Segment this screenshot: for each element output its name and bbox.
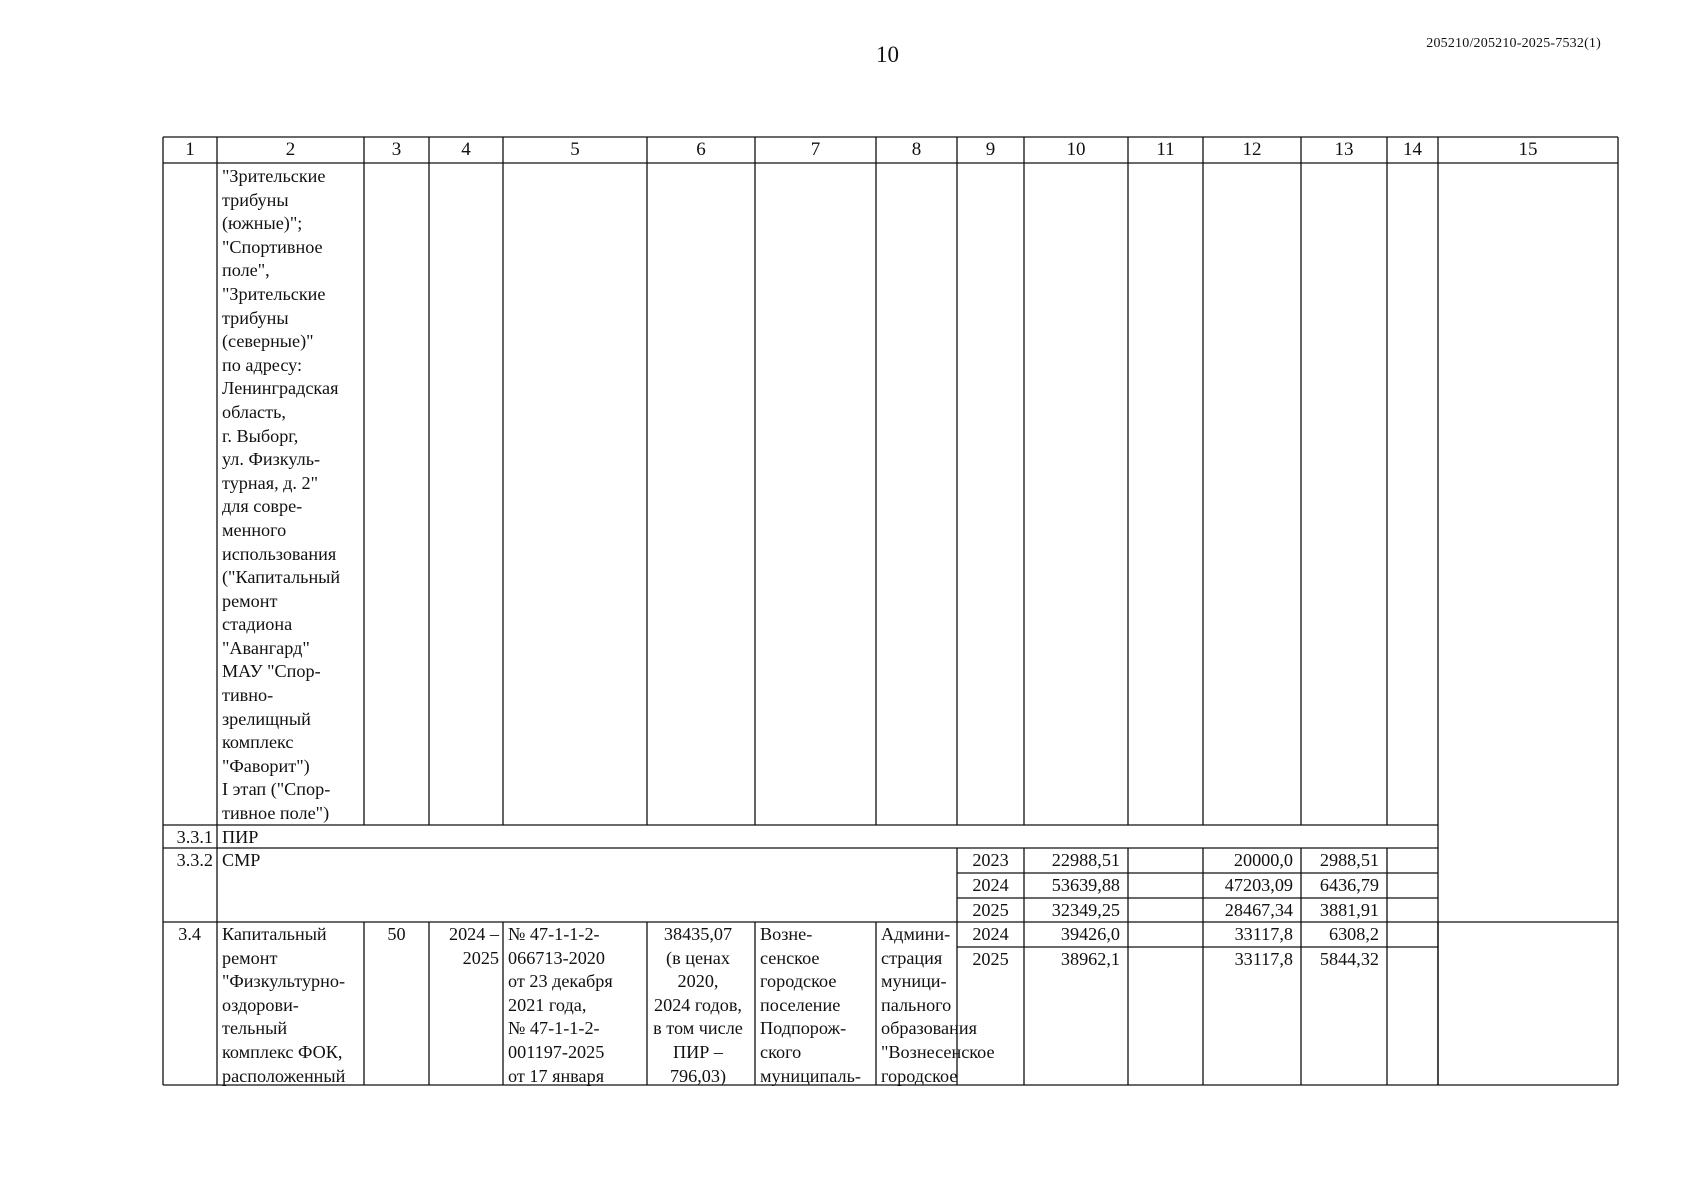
year-cell: 2023 — [972, 850, 1009, 870]
regional-budget-cell: 28467,34 — [1224, 900, 1293, 920]
year-cell: 2025 — [972, 949, 1009, 969]
document-reference: 205210/205210-2025-7532(1) — [1426, 36, 1601, 51]
column-header-2: 2 — [285, 139, 296, 160]
local-budget-cell: 2988,51 — [1319, 850, 1379, 870]
program-table — [163, 137, 1618, 1087]
total-cost-cell: 32349,25 — [1051, 900, 1120, 920]
year-cell: 2024 — [972, 924, 1009, 944]
column-header-9: 9 — [985, 139, 996, 160]
year-cell: 2024 — [972, 875, 1009, 895]
column-header-10: 10 — [1066, 139, 1086, 160]
column-header-15: 15 — [1518, 139, 1538, 160]
page-number: 10 — [876, 42, 899, 67]
row-label-smr: СМР — [222, 850, 261, 870]
column-header-12: 12 — [1242, 139, 1262, 160]
column-header-13: 13 — [1334, 139, 1354, 160]
municipality: Возне- сенское городское поселение Подпорож- ского муниципаль- — [760, 924, 861, 1086]
total-cost-cell: 38962,1 — [1060, 949, 1120, 969]
column-header-6: 6 — [696, 139, 706, 160]
regional-budget-cell: 33117,8 — [1234, 924, 1293, 944]
regional-budget-cell: 20000,0 — [1233, 850, 1293, 870]
regional-budget-cell: 33117,8 — [1234, 949, 1293, 969]
column-header-8: 8 — [911, 139, 922, 160]
local-budget-cell: 5844,32 — [1319, 949, 1379, 969]
total-cost-cell: 53639,88 — [1051, 875, 1120, 895]
column-header-4: 4 — [461, 139, 471, 160]
total-cost-cell: 22988,51 — [1051, 850, 1120, 870]
total-cost-cell: 39426,0 — [1060, 924, 1120, 944]
row-label-pir: ПИР — [222, 827, 259, 847]
expertise-conclusion: № 47-1-1-2- 066713-2020 от 23 декабря 2021 года, № 47-1-1-2- 001197-2025 от 17 января — [508, 924, 613, 1086]
column-header-11: 11 — [1156, 139, 1175, 160]
local-budget-cell: 3881,91 — [1319, 900, 1379, 920]
column-header-3: 3 — [391, 139, 402, 160]
row-number-3-3-2: 3.3.2 — [176, 850, 213, 870]
year-cell: 2025 — [972, 900, 1009, 920]
regional-budget-cell: 47203,09 — [1224, 875, 1293, 895]
row-number-3-3-1: 3.3.1 — [176, 827, 213, 847]
estimated-cost: 38435,07 (в ценах 2020, 2024 годов, в том числе ПИР – 796,03) — [653, 924, 743, 1086]
row-number-3-4: 3.4 — [178, 924, 201, 944]
local-budget-cell: 6436,79 — [1319, 875, 1379, 895]
column-header-5: 5 — [570, 139, 580, 160]
column-header-14: 14 — [1403, 139, 1422, 160]
power-value: 50 — [387, 924, 406, 944]
object-name-3-4: Капитальный ремонт "Физкультурно- оздорови- тельный комплекс ФОК, расположенный — [222, 924, 346, 1086]
continued-object-name: "Зрительские трибуны (южные)"; "Спортивное поле", "Зрительские трибуны (северные)" по адресу: Ленинградская область, г. Выборг, ул. Физкуль- турная, д. 2" для совре- менного использования ("Капитальный ремонт стадиона "Авангард" МАУ "Спор- тивно- зрелищный комплекс "Фаворит") I этап ("Спор- тивное поле") — [222, 166, 341, 824]
customer: Админи- страция муници- пального образования "Вознесенское городское — [881, 924, 995, 1086]
period-value: 2024 – 2025 — [448, 924, 499, 968]
column-header-1: 1 — [185, 139, 195, 160]
local-budget-cell: 6308,2 — [1328, 924, 1379, 944]
column-header-7: 7 — [810, 139, 821, 160]
